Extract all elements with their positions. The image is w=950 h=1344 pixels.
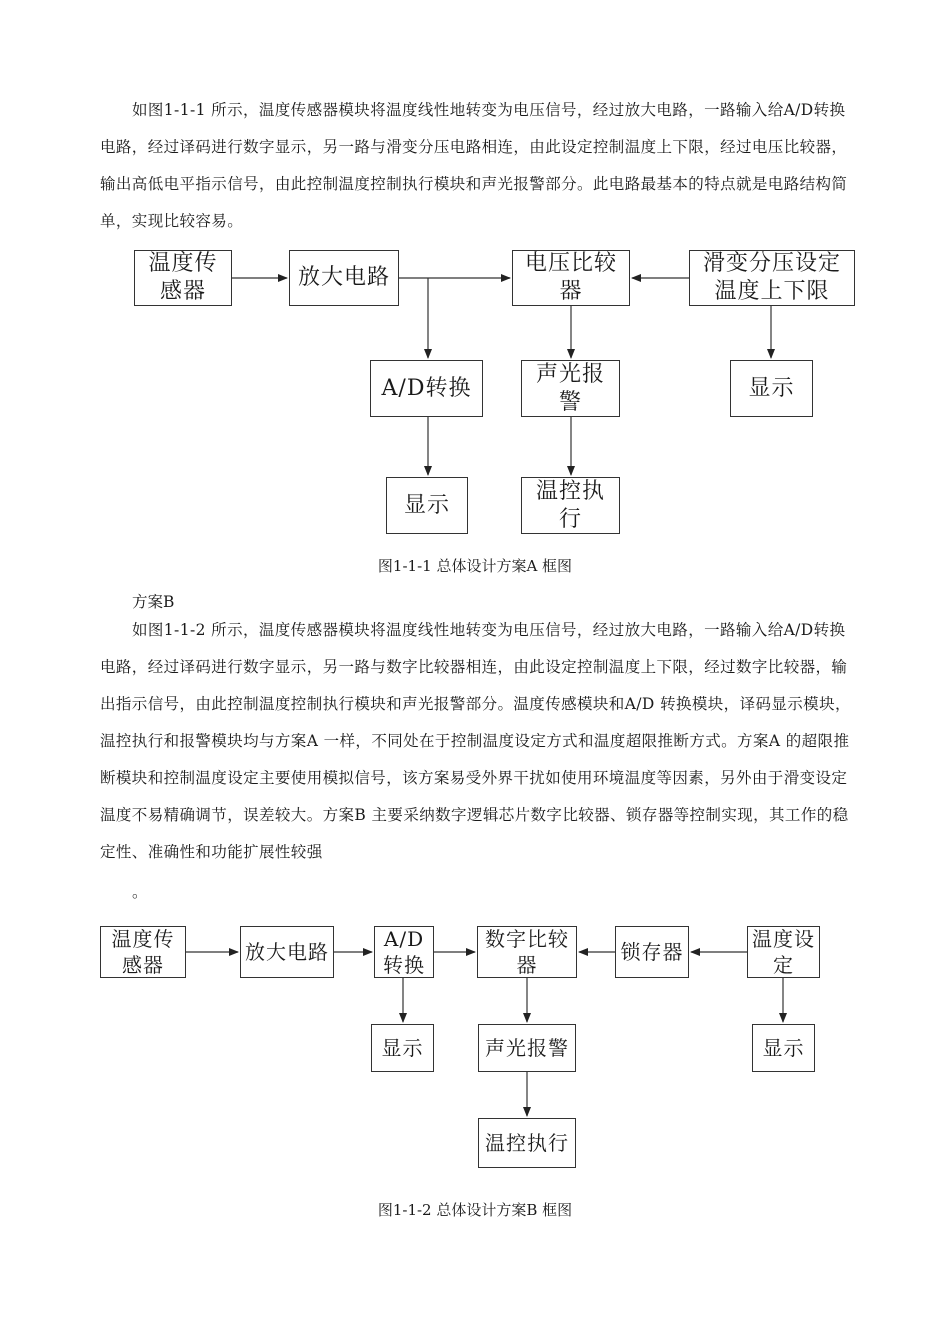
b-temp-set-block: 温度设定 [747, 926, 820, 978]
a-control-block: 温控执行 [521, 477, 620, 534]
a-adc-block: A/D转换 [370, 360, 483, 417]
a-slider-setting-block: 滑变分压设定温度上下限 [689, 250, 855, 306]
b-latch-block: 锁存器 [615, 926, 689, 978]
paragraph-a: 如图1-1-1 所示，温度传感器模块将温度线性地转变为电压信号，经过放大电路，一路输入给A/D转换电路，经过译码进行数字显示，另一路与滑变分压电路相连，由此设定控制温度上下限，经过电压比较器，输出高低电平指示信号，由此控制温度控制执行模块和声光报警部分。此电路最基本的特点就是电路结构简单，实现比较容易。 [100, 101, 848, 230]
trailing-mark: 。 [132, 883, 148, 901]
a-sensor-block: 温度传感器 [134, 250, 232, 306]
paragraph-b: 如图1-1-2 所示，温度传感器模块将温度线性地转变为电压信号，经过放大电路，一路输入给A/D转换电路，经过译码进行数字显示，另一路与数字比较器相连，由此设定控制温度上下限，经过数字比较器，输出指示信号，由此控制温度控制执行模块和声光报警部分。温度传感模块和A/D 转换模块，译码显示模块，温控执行和报警模块均与方案A 一样，不同处在于控制温度设定方式和温度超限推断方式。方案A 的超限推断模块和控制温度设定主要使用模拟信号，该方案易受外界干扰如使用环境温度等因素，另外由于滑变设定温度不易精确调节，误差较大。方案B 主要采纳数字逻辑芯片数字比较器、锁存器等控制实现，其工作的稳定性、准确性和功能扩展性较强 [100, 621, 851, 861]
a-display-bottom-block: 显示 [386, 477, 468, 534]
figure-a-caption: 图1-1-1 总体设计方案A 框图 [377, 557, 573, 575]
a-comparator-block: 电压比较器 [512, 250, 630, 306]
b-display-right-block: 显示 [752, 1024, 815, 1072]
heading-b: 方案B [132, 593, 175, 611]
b-alarm-block: 声光报警 [478, 1024, 576, 1072]
b-amplifier-block: 放大电路 [240, 926, 334, 978]
a-amplifier-block: 放大电路 [289, 250, 399, 306]
b-sensor-block: 温度传感器 [100, 926, 186, 978]
figure-b-caption: 图1-1-2 总体设计方案B 框图 [377, 1201, 573, 1219]
b-adc-block: A/D转换 [374, 926, 434, 978]
b-display-left-block: 显示 [371, 1024, 434, 1072]
a-alarm-block: 声光报警 [521, 360, 620, 417]
a-display-right-block: 显示 [730, 360, 813, 417]
b-comparator-block: 数字比较器 [477, 926, 577, 978]
b-control-block: 温控执行 [478, 1118, 576, 1168]
